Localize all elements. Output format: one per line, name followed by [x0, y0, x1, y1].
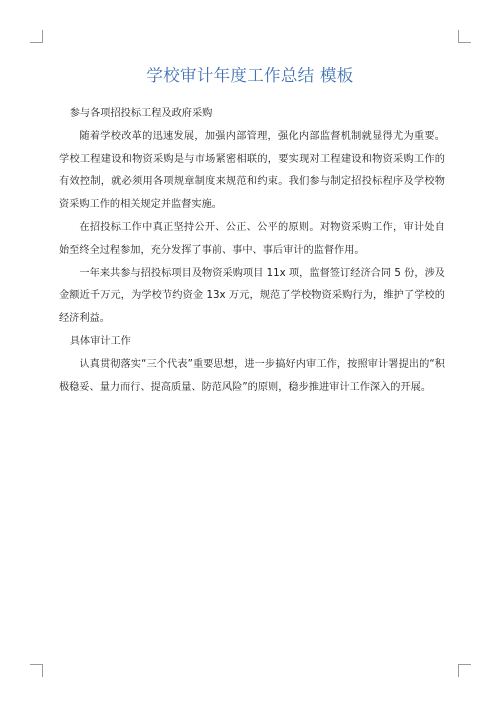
- crop-mark-top-right: [458, 30, 471, 43]
- section-heading-bidding: 参与各项招投标工程及政府采购: [69, 108, 213, 119]
- document-title: 学校审计年度工作总结 模板: [146, 66, 354, 85]
- paragraph-audit-principles: 认真贯彻落实“三个代表”重要思想，进一步搞好内审工作，按照审计署提出的“积极稳妥、量力而行、提高质量、防范风险”的原则，稳步推进审计工作深入的开展。: [59, 358, 445, 393]
- paragraph-principles: 在招投标工作中真正坚持公开、公正、公平的原则。对物资采购工作，审计处自始至终全过程参加，充分发挥了事前、事中、事后审计的监督作用。: [59, 221, 445, 256]
- crop-mark-bottom-right: [458, 664, 471, 677]
- crop-mark-top-left: [30, 30, 43, 43]
- document-body: [59, 103, 445, 399]
- crop-mark-bottom-left: [30, 664, 43, 677]
- section-heading-audit-work: 具体审计工作: [69, 335, 131, 347]
- paragraph-results: 一年来共参与招投标项目及物资采购项目 11x 项，监督签订经济合同 5 份，涉及金额近千万元，为学校节约资金 13x 万元，规范了学校物资采购行为，维护了学校的经济利益。: [59, 267, 445, 325]
- paragraph-reform: 随着学校改革的迅速发展，加强内部管理，强化内部监督机制就显得尤为重要。学校工程建设和物资采购是与市场紧密相联的，要实现对工程建设和物资采购工作的有效控制，就必须用各项规章制度来规范和约束。我们参与制定招投标程序及学校物资采购工作的相关规定并监督实施。: [59, 130, 445, 211]
